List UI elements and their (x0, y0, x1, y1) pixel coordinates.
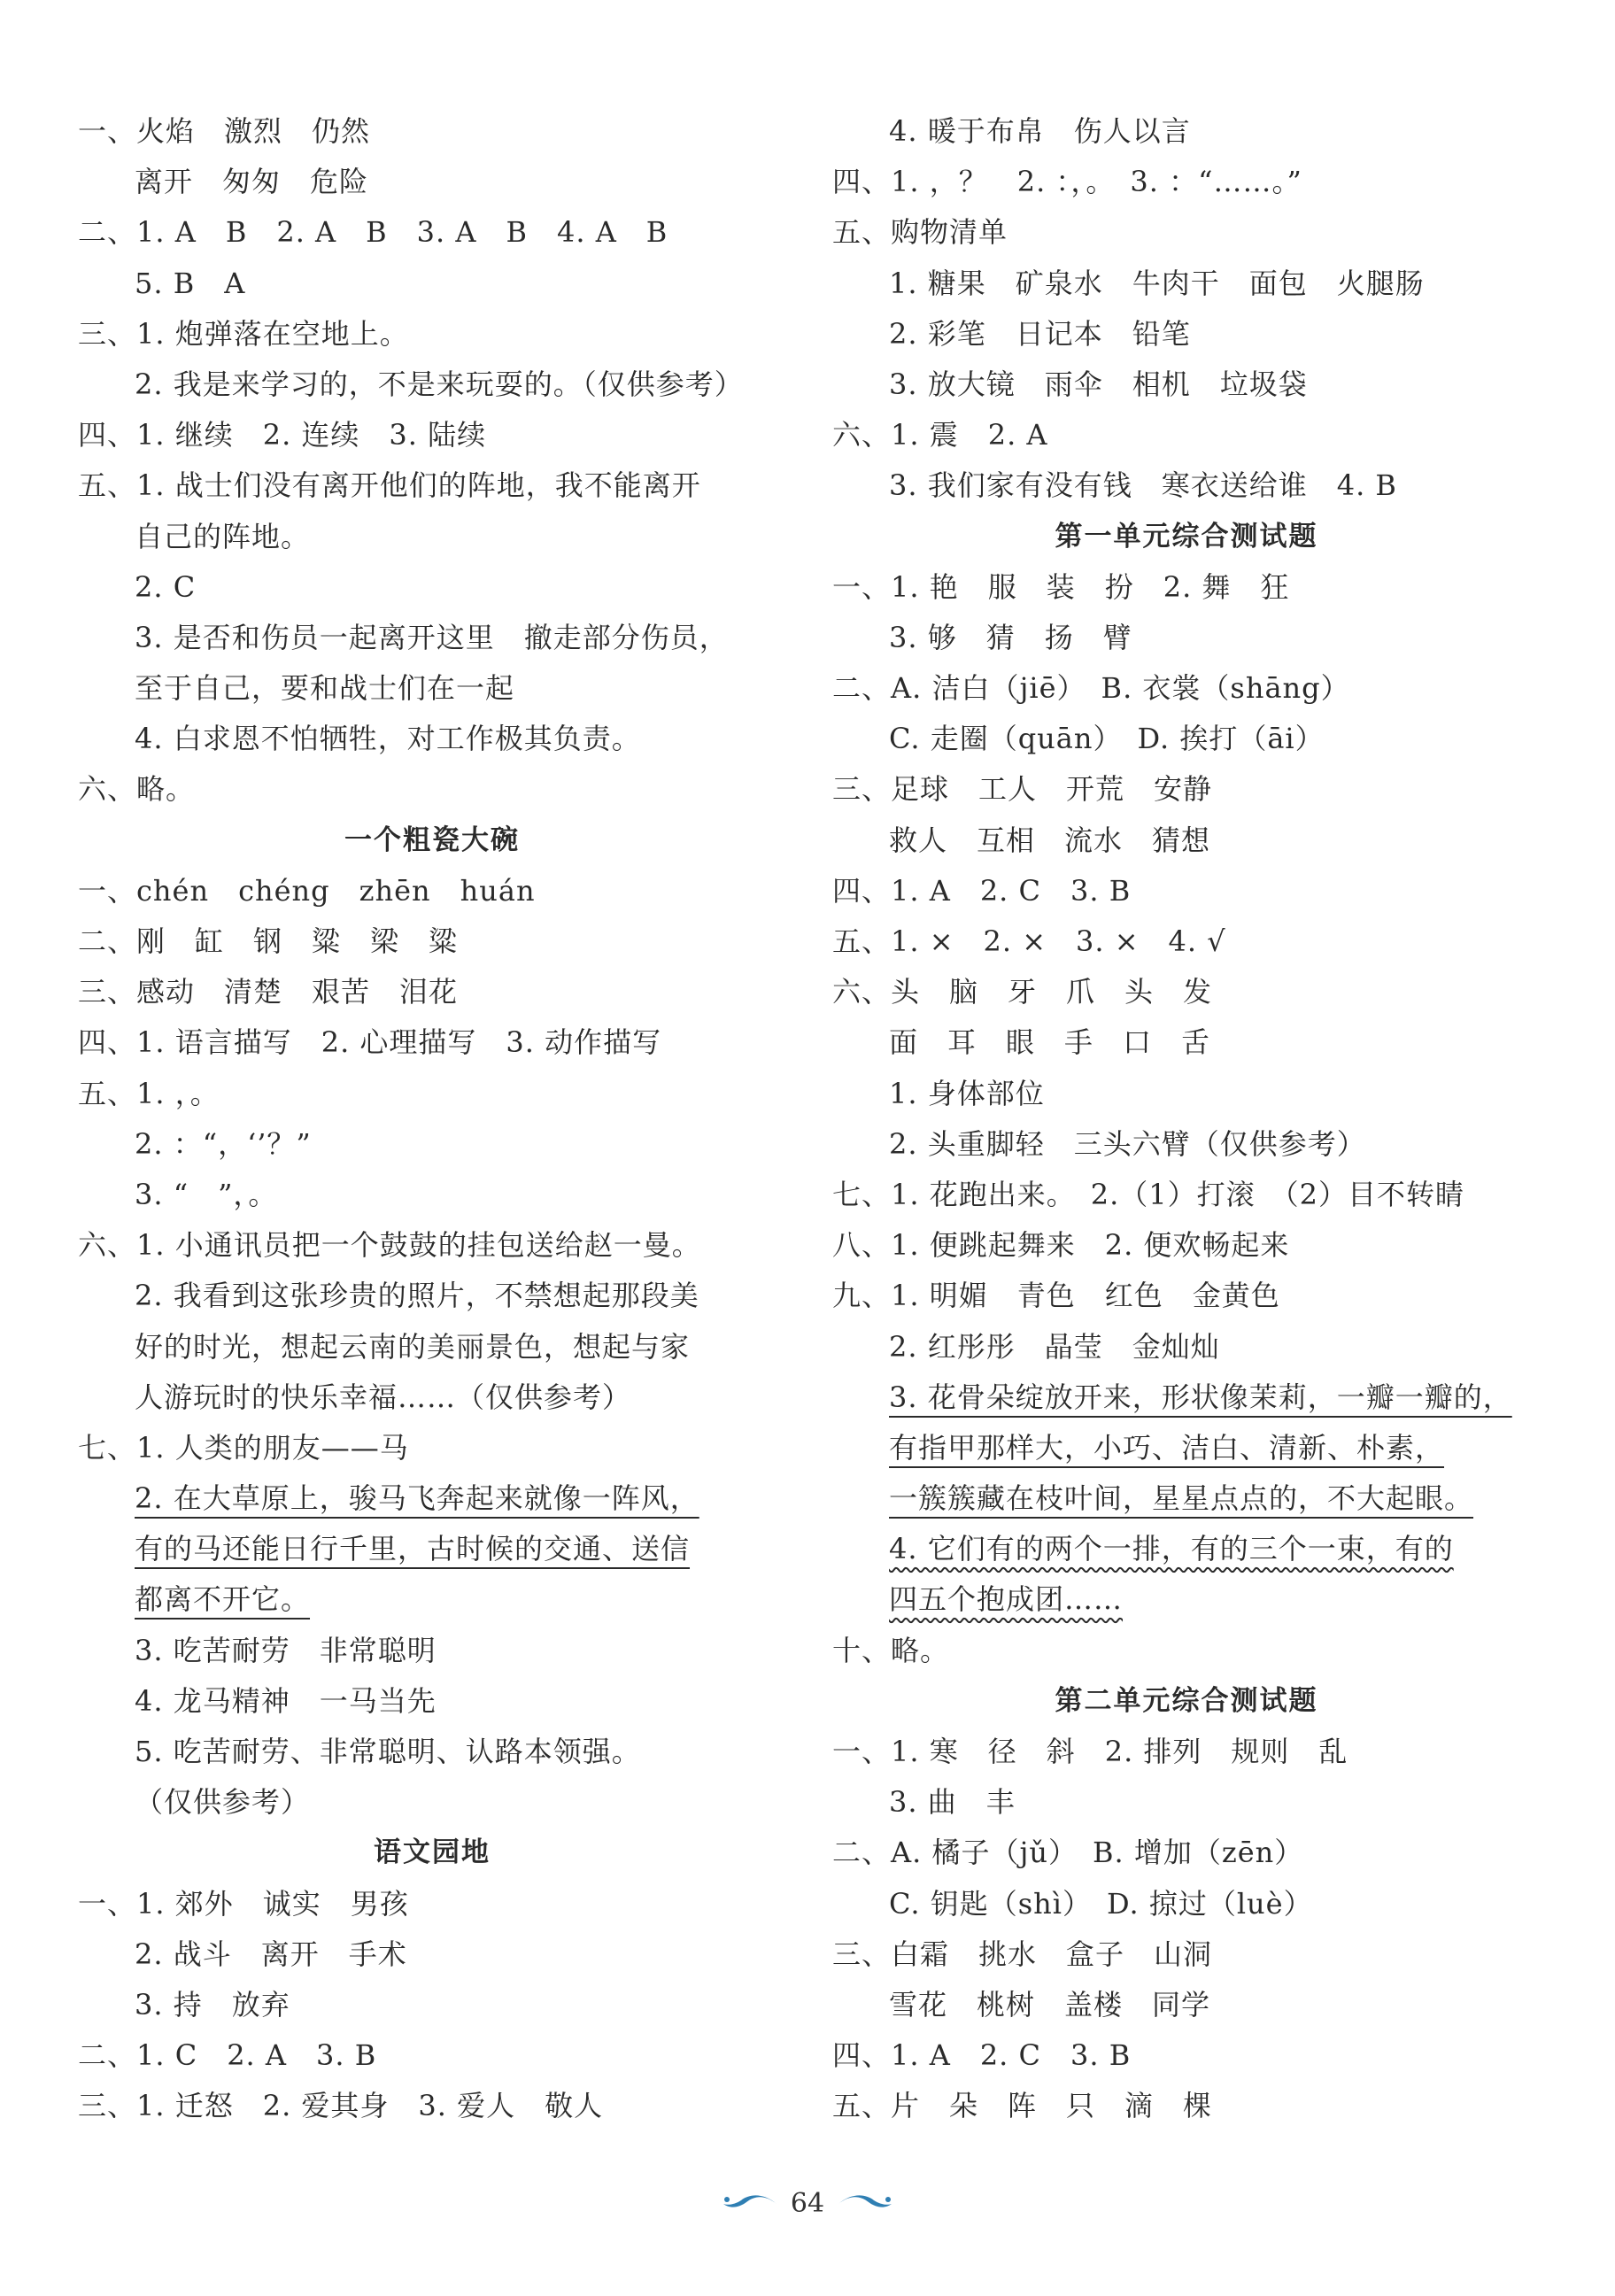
answer-text: 2. 头重脚轻 三头六臂（仅供参考） (889, 1126, 1366, 1161)
answer-text: 六、1. 小通讯员把一个鼓鼓的挂包送给赵一曼。 (78, 1228, 701, 1263)
answer-line (832, 916, 1541, 967)
answer-line (832, 816, 1541, 866)
answer-line (832, 1574, 1541, 1625)
answer-text: 至于自己，要和战士们在一起 (135, 671, 515, 706)
answer-line (832, 207, 1541, 258)
answer-text: 3. 曲 丰 (889, 1785, 1016, 1820)
answer-line (78, 916, 786, 967)
answer-text: 2. 红彤彤 晶莹 金灿灿 (889, 1329, 1220, 1364)
answer-text: 5. B A (135, 266, 246, 300)
answer-line (78, 967, 786, 1017)
answer-text: 自己的阵地。 (135, 519, 311, 553)
answer-line (832, 1929, 1541, 1980)
answer-text: 2. 我看到这张珍贵的照片，不禁想起那段美 (135, 1279, 699, 1313)
answer-line (78, 1524, 786, 1574)
answer-text: 救人 互相 流水 猜想 (889, 823, 1211, 857)
answer-line (78, 207, 786, 258)
answer-line (832, 460, 1541, 511)
section-heading (78, 816, 786, 866)
answer-line (832, 714, 1541, 764)
answer-text: 三、足球 工人 开荒 安静 (832, 772, 1213, 807)
answer-text: C. 走圈（quān） D. 挨打（āi） (889, 722, 1325, 756)
right-column (832, 106, 1541, 2132)
answer-line (832, 2081, 1541, 2131)
answer-text: 4. 它们有的两个一排，有的三个一束，有的 (889, 1532, 1454, 1566)
answer-line (78, 1676, 786, 1727)
answer-line (832, 2030, 1541, 2081)
answer-line (78, 714, 786, 764)
answer-line (832, 1271, 1541, 1321)
answer-line (78, 512, 786, 562)
answer-line (832, 1727, 1541, 1777)
answer-line (78, 1322, 786, 1372)
answer-text: 离开 匆匆 危险 (135, 165, 369, 199)
answer-text: 有指甲那样大，小巧、洁白、清新、朴素， (889, 1430, 1445, 1465)
answer-line (78, 1372, 786, 1423)
answer-line (78, 1271, 786, 1321)
answer-text: 3. “ ”，。 (135, 1177, 278, 1211)
section-heading-text: 第二单元综合测试题 (1055, 1684, 1318, 1717)
section-heading-text: 第一单元综合测试题 (1055, 520, 1318, 553)
answer-text: 4. 暖于布帛 伤人以言 (889, 114, 1191, 148)
answer-line (78, 613, 786, 663)
answer-text: 七、1. 花跑出来。 2.（1）打滚 （2）目不转睛 (832, 1177, 1464, 1211)
answer-line (78, 764, 786, 815)
answer-line (832, 663, 1541, 714)
answer-line (832, 106, 1541, 157)
answer-text: 五、片 朵 阵 只 滴 棵 (832, 2089, 1213, 2123)
answer-line (78, 1423, 786, 1473)
answer-text: 四、1. 语言描写 2. 心理描写 3. 动作描写 (78, 1025, 662, 1060)
answer-line (832, 1828, 1541, 1878)
answer-line (78, 2081, 786, 2131)
answer-text: 有的马还能日行千里，古时候的交通、送信 (135, 1532, 691, 1566)
answer-text: 二、1. A B 2. A B 3. A B 4. A B (78, 215, 668, 250)
answer-line (832, 1372, 1541, 1423)
answer-line (78, 259, 786, 309)
answer-text: 五、购物清单 (832, 215, 1008, 250)
answer-text: 2. ：“，‘’？” (135, 1126, 312, 1161)
answer-line (832, 1980, 1541, 2030)
answer-line (832, 1777, 1541, 1828)
answer-line (832, 1170, 1541, 1220)
answer-text: 三、感动 清楚 艰苦 泪花 (78, 975, 459, 1009)
answer-text: 五、1. 战士们没有离开他们的阵地，我不能离开 (78, 468, 701, 503)
answer-line (78, 106, 786, 157)
right-swirl-ornament-icon (837, 2192, 895, 2215)
answer-text: 六、头 脑 牙 爪 头 发 (832, 975, 1213, 1009)
answer-line (78, 663, 786, 714)
answer-line (832, 764, 1541, 815)
answer-text: 面 耳 眼 手 口 舌 (889, 1025, 1211, 1060)
answer-text: 3. 吃苦耐劳 非常聪明 (135, 1633, 437, 1667)
answer-text: 九、1. 明媚 青色 红色 金黄色 (832, 1279, 1280, 1313)
answer-line (78, 1980, 786, 2030)
answer-line (832, 1069, 1541, 1119)
answer-line (78, 410, 786, 460)
answer-text: 2. C (135, 569, 197, 604)
answer-text: 五、1. × 2. × 3. × 4. √ (832, 924, 1226, 958)
answer-line (832, 562, 1541, 613)
answer-text: 2. 在大草原上，骏马飞奔起来就像一阵风， (135, 1481, 699, 1516)
answer-text: 1. 糖果 矿泉水 牛肉干 面包 火腿肠 (889, 266, 1425, 300)
answer-line (832, 410, 1541, 460)
answer-text: 4. 白求恩不怕牺牲，对工作极其负责。 (135, 722, 641, 756)
answer-line (832, 1119, 1541, 1170)
answer-text: 六、1. 震 2. A (832, 418, 1048, 452)
answer-line (78, 1777, 786, 1828)
answer-text: 七、1. 人类的朋友——马 (78, 1430, 409, 1465)
answer-text: 一、1. 艳 服 装 扮 2. 舞 狂 (832, 569, 1290, 604)
page-number: 64 (790, 2187, 825, 2219)
answer-text: 一、1. 寒 径 斜 2. 排列 规则 乱 (832, 1735, 1348, 1768)
answer-text: 都离不开它。 (135, 1582, 311, 1617)
answer-line (832, 1879, 1541, 1929)
answer-line (832, 259, 1541, 309)
left-swirl-ornament-icon (720, 2192, 778, 2215)
answer-text: 二、A. 橘子（jǔ） B. 增加（zēn） (832, 1836, 1304, 1870)
answer-text: 八、1. 便跳起舞来 2. 便欢畅起来 (832, 1228, 1290, 1263)
answer-text: 四、1. ，？ 2. ：，。 3. ：“……。” (832, 165, 1302, 199)
answer-line (832, 309, 1541, 359)
answer-text: 2. 战斗 离开 手术 (135, 1937, 407, 1971)
answer-text: 2. 我是来学习的，不是来玩耍的。（仅供参考） (135, 367, 744, 401)
answer-line (78, 562, 786, 613)
answer-line (832, 1473, 1541, 1524)
section-heading (832, 512, 1541, 562)
answer-text: 六、略。 (78, 772, 196, 807)
answer-line (78, 866, 786, 916)
answer-text: 一、1. 郊外 诚实 男孩 (78, 1886, 409, 1921)
answer-line (832, 359, 1541, 410)
left-column (78, 106, 786, 2132)
answer-text: 三、1. 迁怒 2. 爱其身 3. 爱人 敬人 (78, 2089, 604, 2123)
answer-text: （仅供参考） (135, 1785, 311, 1820)
answer-text: 3. 够 猜 扬 臂 (889, 620, 1132, 654)
answer-text: 雪花 桃树 盖楼 同学 (889, 1987, 1211, 2022)
answer-text: 二、A. 洁白（jiē） B. 衣裳（shāng） (832, 671, 1350, 706)
section-heading-text: 一个粗瓷大碗 (344, 823, 520, 856)
answer-text: 3. 放大镜 雨伞 相机 垃圾袋 (889, 367, 1308, 401)
answer-line (832, 1423, 1541, 1473)
answer-text: 二、刚 缸 钢 粱 梁 粱 (78, 924, 459, 958)
answer-text: 四、1. 继续 2. 连续 3. 陆续 (78, 418, 487, 452)
answer-text: 3. 花骨朵绽放开来，形状像茉莉，一瓣一瓣的， (889, 1380, 1512, 1414)
answer-line (832, 1017, 1541, 1068)
answer-text: 一、chén chéng zhēn huán (78, 873, 536, 908)
answer-line (78, 1574, 786, 1625)
answer-text: 五、1. ，。 (78, 1076, 220, 1110)
answer-text: 3. 持 放弃 (135, 1987, 290, 2022)
answer-line (78, 1017, 786, 1068)
section-heading (78, 1828, 786, 1878)
answer-text: C. 钥匙（shì） D. 掠过（luè） (889, 1886, 1313, 1921)
answer-text: 3. 是否和伤员一起离开这里 撤走部分伤员， (135, 620, 729, 654)
answer-line (832, 1524, 1541, 1574)
answer-line (832, 866, 1541, 916)
answer-line (832, 1220, 1541, 1271)
answer-line (78, 1069, 786, 1119)
answer-line (832, 967, 1541, 1017)
answer-text: 十、略。 (832, 1633, 950, 1667)
answer-text: 好的时光，想起云南的美丽景色，想起与家 (135, 1329, 691, 1364)
answer-line (78, 2030, 786, 2081)
answer-line (78, 1879, 786, 1929)
answer-text: 2. 彩笔 日记本 铅笔 (889, 316, 1191, 351)
answer-line (78, 460, 786, 511)
answer-line (78, 1929, 786, 1980)
answer-text: 四五个抱成团…… (889, 1582, 1124, 1617)
answer-text: 4. 龙马精神 一马当先 (135, 1683, 437, 1718)
answer-line (78, 1473, 786, 1524)
answer-text: 四、1. A 2. C 3. B (832, 873, 1132, 908)
page-footer (0, 2176, 1615, 2230)
answer-line (78, 359, 786, 410)
answer-line (78, 1626, 786, 1676)
answer-text: 四、1. A 2. C 3. B (832, 2038, 1132, 2073)
answer-text: 3. 我们家有没有钱 寒衣送给谁 4. B (889, 468, 1397, 503)
answer-line (832, 613, 1541, 663)
answer-line (78, 157, 786, 207)
answer-text: 一、火焰 激烈 仍然 (78, 114, 371, 148)
answer-text: 人游玩时的快乐幸福……（仅供参考） (135, 1380, 632, 1414)
answer-line (832, 1626, 1541, 1676)
answer-text: 三、白霜 挑水 盒子 山洞 (832, 1937, 1213, 1971)
answer-line (832, 157, 1541, 207)
answer-line (78, 1727, 786, 1777)
section-heading-text: 语文园地 (374, 1836, 491, 1869)
answer-text: 5. 吃苦耐劳、非常聪明、认路本领强。 (135, 1735, 641, 1768)
answer-text: 二、1. C 2. A 3. B (78, 2038, 377, 2073)
answer-line (832, 1322, 1541, 1372)
answer-line (78, 1119, 786, 1170)
answer-text: 一簇簇藏在枝叶间，星星点点的，不大起眼。 (889, 1481, 1474, 1516)
answer-text: 三、1. 炮弹落在空地上。 (78, 316, 409, 351)
answer-line (78, 1220, 786, 1271)
answer-line (78, 309, 786, 359)
answer-text: 1. 身体部位 (889, 1076, 1045, 1110)
answer-line (78, 1170, 786, 1220)
section-heading (832, 1676, 1541, 1727)
